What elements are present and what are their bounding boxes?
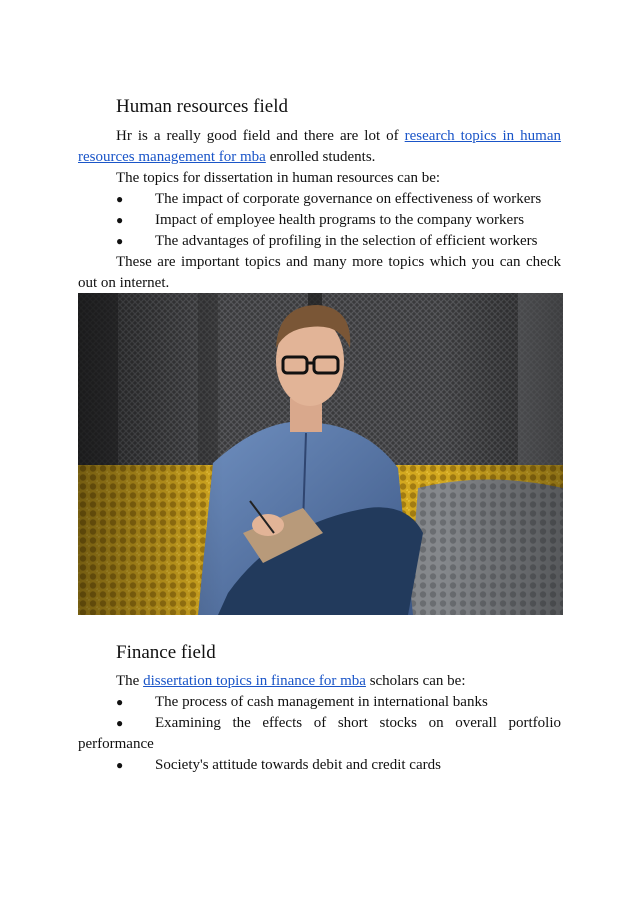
finance-bullet-item [116,692,566,713]
finance-intro-paragraph [116,671,566,692]
hr-closing-paragraph: These are important topics and many more topics which you can check out on internet. [78,254,561,291]
hr-intro-paragraph [78,126,561,168]
hr-bullet-item [116,231,566,252]
hr-research-topics-link[interactable]: research topics in human resources management for mba [78,128,562,165]
finance-bullet-text: Examining the effects of short stocks on overall portfolio performance [78,715,561,752]
finance-section-heading: Finance field [116,642,216,663]
hr-section-heading: Human resources field [116,96,288,117]
hr-intro-text-end: enrolled students. [265,149,376,165]
hr-intro-text: Hr is a really good field and there are lot of [116,128,405,144]
finance-bullet-text: The process of cash management in international banks [155,694,488,710]
finance-intro-text-end: scholars can be: [365,673,466,689]
hr-bullet-text: Impact of employee health programs to the company workers [155,212,525,228]
bullet-icon: ● [116,758,124,772]
bullet-icon: ● [116,192,124,206]
finance-bullet-text: Society's attitude towards debit and credit cards [155,757,441,773]
hr-topics-intro: The topics for dissertation in human resources can be: [116,170,441,186]
finance-bullet-item [116,755,566,776]
hr-bullet-text: The advantages of profiling in the selection of efficient workers [155,233,538,249]
finance-intro-text: The [116,673,144,689]
bullet-icon: ● [116,716,124,730]
hr-bullet-item [116,189,566,210]
hr-bullet-item [116,210,566,231]
finance-dissertation-topics-link[interactable]: dissertation topics in finance for mba [143,673,366,689]
hr-bullet-text: The impact of corporate governance on effectiveness of workers [155,191,542,207]
finance-bullet-item [78,713,561,755]
student-writing-photo [78,293,563,615]
bullet-icon: ● [116,234,124,248]
bullet-icon: ● [116,213,124,227]
bullet-icon: ● [116,695,124,709]
